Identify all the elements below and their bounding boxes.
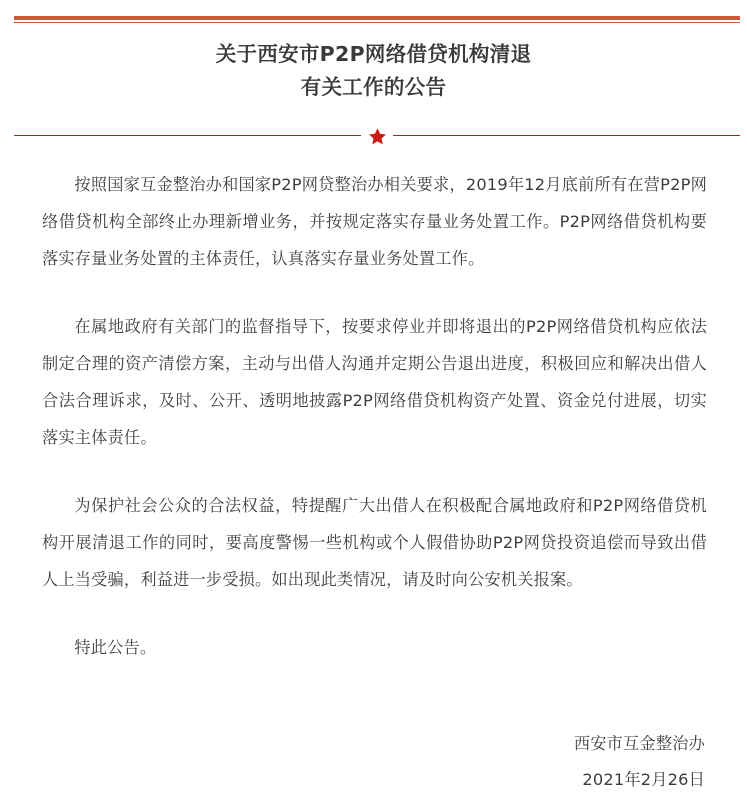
signature-date: 2021年2月26日 xyxy=(582,770,705,789)
header-rule-thin xyxy=(14,22,740,23)
body-paragraph-1: 按照国家互金整治办和国家P2P网贷整治办相关要求，2019年12月底前所有在营P2P网络借贷机构全部终止办理新增业务，并按规定落实存量业务处置工作。P2P网络借贷机构要落实存量业务处置的主体责任，认真落实存量业务处置工作。 xyxy=(42,175,707,268)
page-title-line-2: 有关工作的公告 xyxy=(300,75,447,99)
star-divider xyxy=(14,124,740,148)
divider-line-left xyxy=(14,135,361,136)
document-body xyxy=(42,166,707,666)
divider-line-right xyxy=(393,135,740,136)
page-title-line-1: 关于西安市P2P网络借贷机构清退 xyxy=(215,42,532,66)
body-paragraph-2: 在属地政府有关部门的监督指导下，按要求停业并即将退出的P2P网络借贷机构应依法制定合理的资产清偿方案，主动与出借人沟通并定期公告退出进度，积极回应和解决出借人合法合理诉求，及时、公开、透明地披露P2P网络借贷机构资产处置、资金兑付进展，切实落实主体责任。 xyxy=(42,317,707,447)
red-star-icon xyxy=(365,124,389,148)
page-title xyxy=(0,38,747,104)
signature-block xyxy=(385,726,705,798)
header-rule-block xyxy=(14,16,740,23)
signature-issuer: 西安市互金整治办 xyxy=(573,734,705,753)
closing-paragraph: 特此公告。 xyxy=(74,638,157,657)
body-paragraph-3: 为保护社会公众的合法权益，特提醒广大出借人在积极配合属地政府和P2P网络借贷机构开展清退工作的同时，要高度警惕一些机构或个人假借协助P2P网贷投资追偿而导致出借人上当受骗，利益进一步受损。如出现此类情况，请及时向公安机关报案。 xyxy=(42,496,707,589)
